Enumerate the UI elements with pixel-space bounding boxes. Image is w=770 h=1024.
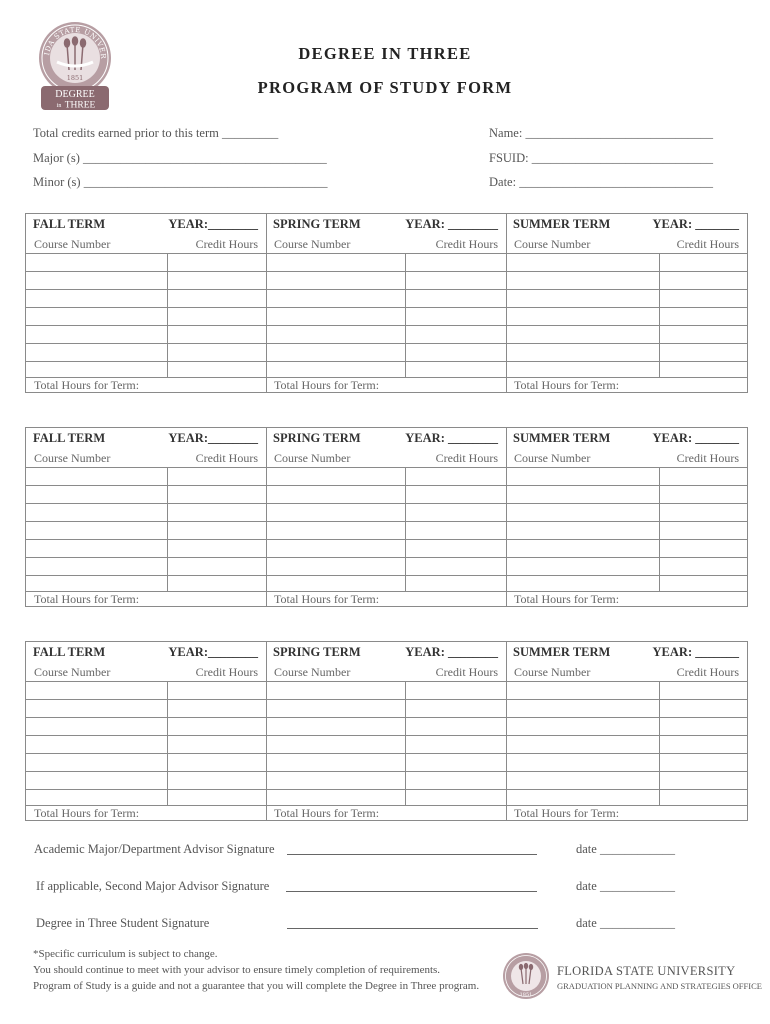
summer-year-field[interactable]: YEAR: _______ <box>652 645 739 659</box>
credit-hours-cell[interactable] <box>660 362 747 377</box>
credit-hours-cell[interactable] <box>660 682 747 699</box>
course-number-cell[interactable] <box>507 308 659 325</box>
credit-hours-cell[interactable] <box>660 326 747 343</box>
course-number-cell[interactable] <box>27 522 167 539</box>
credit-hours-cell[interactable] <box>406 682 506 699</box>
credit-hours-cell[interactable] <box>406 522 506 539</box>
course-number-cell[interactable] <box>27 682 167 699</box>
course-number-cell[interactable] <box>267 682 405 699</box>
credit-hours-cell[interactable] <box>168 344 266 361</box>
summer-total-hours[interactable]: Total Hours for Term: <box>514 592 620 606</box>
course-number-cell[interactable] <box>507 682 659 699</box>
credit-hours-cell[interactable] <box>168 362 266 377</box>
credit-hours-cell[interactable] <box>406 308 506 325</box>
course-number-header: Course Number <box>274 451 351 465</box>
form-title: DEGREE IN THREE <box>298 44 472 63</box>
major-field[interactable]: Major (s) _______________________________________ <box>33 151 327 165</box>
credit-hours-header: Credit Hours <box>435 237 498 251</box>
credit-hours-cell[interactable] <box>660 772 747 789</box>
course-number-cell[interactable] <box>507 326 659 343</box>
course-number-cell[interactable] <box>507 486 659 503</box>
credit-hours-cell[interactable] <box>168 486 266 503</box>
student-signature-line[interactable] <box>287 928 538 929</box>
credit-hours-cell[interactable] <box>406 468 506 485</box>
term-table <box>25 213 748 393</box>
credit-hours-cell[interactable] <box>406 754 506 771</box>
course-number-cell[interactable] <box>267 254 405 271</box>
second-advisor-signature-line[interactable] <box>286 891 537 892</box>
footer-note-curriculum: *Specific curriculum is subject to change. <box>33 948 218 960</box>
credit-hours-cell[interactable] <box>168 290 266 307</box>
credit-hours-header: Credit Hours <box>435 665 498 679</box>
course-number-cell[interactable] <box>267 700 405 717</box>
credit-hours-cell[interactable] <box>406 254 506 271</box>
credit-hours-cell[interactable] <box>406 290 506 307</box>
course-number-cell[interactable] <box>267 272 405 289</box>
fall-year-field[interactable]: YEAR:________ <box>168 645 258 659</box>
credit-hours-cell[interactable] <box>406 540 506 557</box>
spring-year-field[interactable]: YEAR: ________ <box>405 431 498 445</box>
svg-text:1851: 1851 <box>519 992 533 998</box>
course-number-cell[interactable] <box>507 576 659 591</box>
course-number-cell[interactable] <box>27 700 167 717</box>
credit-hours-cell[interactable] <box>168 326 266 343</box>
course-number-cell[interactable] <box>507 772 659 789</box>
credit-hours-cell[interactable] <box>168 308 266 325</box>
fall-term-label: FALL TERM <box>33 645 106 659</box>
student-signature-label: Degree in Three Student Signature <box>36 916 210 930</box>
student-signature-date[interactable]: date ____________ <box>576 916 675 930</box>
credit-hours-cell[interactable] <box>660 468 747 485</box>
credit-hours-header: Credit Hours <box>195 451 258 465</box>
fall-total-hours[interactable]: Total Hours for Term: <box>34 592 140 606</box>
course-number-cell[interactable] <box>507 344 659 361</box>
course-number-cell[interactable] <box>507 736 659 753</box>
credit-hours-cell[interactable] <box>660 254 747 271</box>
credit-hours-cell[interactable] <box>406 790 506 805</box>
course-number-header: Course Number <box>514 451 591 465</box>
credit-hours-cell[interactable] <box>168 772 266 789</box>
course-number-cell[interactable] <box>27 254 167 271</box>
credit-hours-header: Credit Hours <box>676 237 739 251</box>
course-number-cell[interactable] <box>27 486 167 503</box>
course-number-cell[interactable] <box>267 772 405 789</box>
credit-hours-cell[interactable] <box>168 504 266 521</box>
course-number-cell[interactable] <box>27 736 167 753</box>
credit-hours-cell[interactable] <box>406 344 506 361</box>
credit-hours-cell[interactable] <box>406 326 506 343</box>
credit-hours-cell[interactable] <box>168 682 266 699</box>
form-subtitle: PROGRAM OF STUDY FORM <box>257 78 513 97</box>
svg-text:1851: 1851 <box>66 74 84 82</box>
credit-hours-cell[interactable] <box>168 700 266 717</box>
second-advisor-signature-label: If applicable, Second Major Advisor Signature <box>36 879 270 893</box>
credit-hours-cell[interactable] <box>660 790 747 805</box>
spring-year-field[interactable]: YEAR: ________ <box>405 217 498 231</box>
credit-hours-cell[interactable] <box>406 700 506 717</box>
fsu-degree-in-three-seal <box>35 18 115 118</box>
course-number-cell[interactable] <box>27 326 167 343</box>
fall-year-field[interactable]: YEAR:________ <box>168 217 258 231</box>
spring-total-hours[interactable]: Total Hours for Term: <box>274 592 380 606</box>
advisor-signature-label: Academic Major/Department Advisor Signature <box>34 842 275 856</box>
credit-hours-cell[interactable] <box>660 486 747 503</box>
course-number-cell[interactable] <box>267 736 405 753</box>
credit-hours-cell[interactable] <box>406 272 506 289</box>
course-number-cell[interactable] <box>27 576 167 591</box>
credit-hours-cell[interactable] <box>406 576 506 591</box>
course-number-cell[interactable] <box>27 540 167 557</box>
course-number-cell[interactable] <box>267 790 405 805</box>
fsuid-field[interactable]: FSUID: _____________________________ <box>489 151 713 165</box>
summer-total-hours[interactable]: Total Hours for Term: <box>514 806 620 820</box>
name-field[interactable]: Name: ______________________________ <box>489 126 713 140</box>
svg-text:DEGREE: DEGREE <box>55 89 95 100</box>
course-number-header: Course Number <box>274 665 351 679</box>
credit-hours-cell[interactable] <box>406 504 506 521</box>
advisor-signature-line[interactable] <box>287 854 537 855</box>
credit-hours-header: Credit Hours <box>676 451 739 465</box>
summer-term-label: SUMMER TERM <box>513 431 611 445</box>
summer-term-label: SUMMER TERM <box>513 645 611 659</box>
course-number-cell[interactable] <box>507 522 659 539</box>
svg-text:in: in <box>56 103 62 109</box>
credit-hours-cell[interactable] <box>660 504 747 521</box>
course-number-cell[interactable] <box>507 468 659 485</box>
course-number-cell[interactable] <box>507 362 659 377</box>
course-number-cell[interactable] <box>507 290 659 307</box>
course-number-cell[interactable] <box>267 468 405 485</box>
course-number-cell[interactable] <box>507 718 659 735</box>
course-number-cell[interactable] <box>507 700 659 717</box>
second-advisor-signature-date[interactable]: date ____________ <box>576 879 675 893</box>
summer-year-field[interactable]: YEAR: _______ <box>652 431 739 445</box>
spring-term-label: SPRING TERM <box>273 431 361 445</box>
credit-hours-cell[interactable] <box>406 558 506 575</box>
course-number-header: Course Number <box>514 665 591 679</box>
footer-note-guarantee: Program of Study is a guide and not a guarantee that you will complete the Degree in Three program. <box>33 980 480 992</box>
credit-hours-cell[interactable] <box>168 254 266 271</box>
date-field[interactable]: Date: _______________________________ <box>489 175 713 189</box>
credit-hours-cell[interactable] <box>168 790 266 805</box>
course-number-cell[interactable] <box>27 362 167 377</box>
credit-hours-cell[interactable] <box>168 558 266 575</box>
course-number-cell[interactable] <box>27 558 167 575</box>
credit-hours-cell[interactable] <box>168 754 266 771</box>
course-number-cell[interactable] <box>267 486 405 503</box>
credit-hours-cell[interactable] <box>660 576 747 591</box>
fall-year-field[interactable]: YEAR:________ <box>168 431 258 445</box>
course-number-cell[interactable] <box>267 558 405 575</box>
course-number-cell[interactable] <box>267 576 405 591</box>
summer-total-hours[interactable]: Total Hours for Term: <box>514 378 620 392</box>
course-number-header: Course Number <box>34 451 111 465</box>
course-number-cell[interactable] <box>267 290 405 307</box>
credit-hours-cell[interactable] <box>660 700 747 717</box>
course-number-cell[interactable] <box>27 308 167 325</box>
spring-total-hours[interactable]: Total Hours for Term: <box>274 806 380 820</box>
credit-hours-header: Credit Hours <box>435 451 498 465</box>
course-number-cell[interactable] <box>267 754 405 771</box>
course-number-cell[interactable] <box>507 272 659 289</box>
fall-term-label: FALL TERM <box>33 431 106 445</box>
course-number-cell[interactable] <box>27 504 167 521</box>
term-table <box>25 641 748 821</box>
course-number-cell[interactable] <box>507 540 659 557</box>
credit-hours-header: Credit Hours <box>195 237 258 251</box>
course-number-cell[interactable] <box>507 790 659 805</box>
course-number-cell[interactable] <box>507 254 659 271</box>
term-table <box>25 427 748 607</box>
summer-term-label: SUMMER TERM <box>513 217 611 231</box>
course-number-header: Course Number <box>274 237 351 251</box>
footer-university-name: FLORIDA STATE UNIVERSITY <box>557 964 736 978</box>
svg-text:FLORIDA STATE UNIVERSITY: IDA STATE UNIVER <box>43 25 108 60</box>
course-number-cell[interactable] <box>267 308 405 325</box>
course-number-cell[interactable] <box>267 540 405 557</box>
fall-total-hours[interactable]: Total Hours for Term: <box>34 378 140 392</box>
fall-term-label: FALL TERM <box>33 217 106 231</box>
fall-total-hours[interactable]: Total Hours for Term: <box>34 806 140 820</box>
credit-hours-cell[interactable] <box>168 718 266 735</box>
credit-hours-header: Credit Hours <box>195 665 258 679</box>
spring-term-label: SPRING TERM <box>273 645 361 659</box>
spring-term-label: SPRING TERM <box>273 217 361 231</box>
spring-year-field[interactable]: YEAR: ________ <box>405 645 498 659</box>
course-number-cell[interactable] <box>267 718 405 735</box>
credit-hours-cell[interactable] <box>406 718 506 735</box>
course-number-cell[interactable] <box>27 754 167 771</box>
course-number-cell[interactable] <box>27 290 167 307</box>
course-number-cell[interactable] <box>267 326 405 343</box>
credit-hours-cell[interactable] <box>168 272 266 289</box>
course-number-header: Course Number <box>34 665 111 679</box>
fsu-footer-seal <box>502 952 550 1000</box>
course-number-cell[interactable] <box>27 272 167 289</box>
credit-hours-cell[interactable] <box>660 558 747 575</box>
course-number-cell[interactable] <box>27 718 167 735</box>
credit-hours-header: Credit Hours <box>676 665 739 679</box>
course-number-cell[interactable] <box>267 522 405 539</box>
course-number-cell[interactable] <box>27 468 167 485</box>
credit-hours-cell[interactable] <box>660 308 747 325</box>
minor-field[interactable]: Minor (s) _______________________________________ <box>33 175 328 189</box>
credit-hours-cell[interactable] <box>660 344 747 361</box>
credit-hours-cell[interactable] <box>168 468 266 485</box>
course-number-cell[interactable] <box>267 362 405 377</box>
course-number-cell[interactable] <box>507 558 659 575</box>
footer-note-advisor: You should continue to meet with your advisor to ensure timely completion of requirements. <box>33 964 441 976</box>
course-number-cell[interactable] <box>267 344 405 361</box>
course-number-cell[interactable] <box>507 754 659 771</box>
credit-hours-cell[interactable] <box>406 772 506 789</box>
spring-total-hours[interactable]: Total Hours for Term: <box>274 378 380 392</box>
svg-text:THREE: THREE <box>64 100 96 111</box>
credit-hours-cell[interactable] <box>660 718 747 735</box>
credit-hours-cell[interactable] <box>168 736 266 753</box>
credit-hours-cell[interactable] <box>660 540 747 557</box>
course-number-cell[interactable] <box>27 790 167 805</box>
course-number-header: Course Number <box>34 237 111 251</box>
credit-hours-cell[interactable] <box>660 290 747 307</box>
credits-earned-field[interactable]: Total credits earned prior to this term _________ <box>33 126 279 140</box>
summer-year-field[interactable]: YEAR: _______ <box>652 217 739 231</box>
credit-hours-cell[interactable] <box>406 486 506 503</box>
footer-office-name: GRADUATION PLANNING AND STRATEGIES OFFICE <box>557 981 762 991</box>
course-number-cell[interactable] <box>267 504 405 521</box>
credit-hours-cell[interactable] <box>660 754 747 771</box>
course-number-cell[interactable] <box>27 344 167 361</box>
credit-hours-cell[interactable] <box>660 736 747 753</box>
credit-hours-cell[interactable] <box>406 736 506 753</box>
credit-hours-cell[interactable] <box>406 362 506 377</box>
credit-hours-cell[interactable] <box>660 272 747 289</box>
credit-hours-cell[interactable] <box>168 540 266 557</box>
credit-hours-cell[interactable] <box>168 576 266 591</box>
course-number-header: Course Number <box>514 237 591 251</box>
credit-hours-cell[interactable] <box>168 522 266 539</box>
course-number-cell[interactable] <box>27 772 167 789</box>
credit-hours-cell[interactable] <box>660 522 747 539</box>
advisor-signature-date[interactable]: date ____________ <box>576 842 675 856</box>
course-number-cell[interactable] <box>507 504 659 521</box>
